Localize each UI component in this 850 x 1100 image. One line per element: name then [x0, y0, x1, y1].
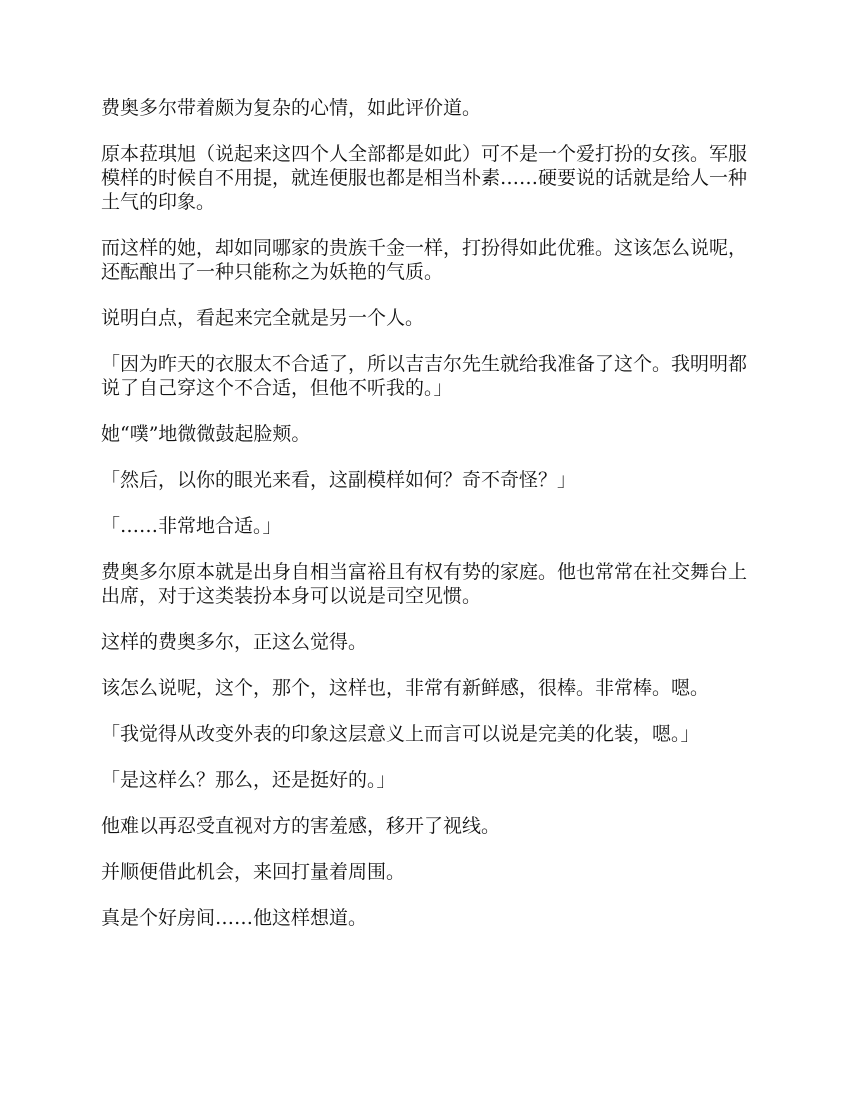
paragraph: 「我觉得从改变外表的印象这层意义上而言可以说是完美的化装，嗯。」	[101, 723, 700, 745]
paragraph: 说明白点，看起来完全就是另一个人。	[101, 307, 425, 329]
paragraph: 费奥多尔带着颇为复杂的心情，如此评价道。	[101, 97, 482, 119]
paragraph: 并顺便借此机会，来回打量着周围。	[101, 861, 406, 883]
paragraph: 原本菈琪旭（说起来这四个人全部都是如此）可不是一个爱打扮的女孩。军服模样的时候自不用提，就连便服也都是相当朴素……硬要说的话就是给人一种土气的印象。	[101, 143, 748, 213]
paragraph: 「……非常地合适。」	[101, 515, 282, 537]
paragraph: 该怎么说呢，这个，那个，这样也，非常有新鲜感，很棒。非常棒。嗯。	[101, 677, 710, 699]
paragraph: 而这样的她，却如同哪家的贵族千金一样，打扮得如此优雅。这该怎么说呢，还酝酿出了一种只能称之为妖艳的气质。	[101, 237, 748, 283]
paragraph: 费奥多尔原本就是出身自相当富裕且有权有势的家庭。他也常常在社交舞台上出席，对于这类装扮本身可以说是司空见惯。	[101, 561, 748, 607]
paragraph: 他难以再忍受直视对方的害羞感，移开了视线。	[101, 815, 501, 837]
text-body	[101, 96, 754, 930]
paragraph: 这样的费奥多尔，正这么觉得。	[101, 631, 368, 653]
paragraph: 「然后，以你的眼光来看，这副模样如何？奇不奇怪？」	[101, 469, 577, 491]
paragraph: 真是个好房间……他这样想道。	[101, 907, 368, 929]
paragraph: 「是这样么？那么，还是挺好的。」	[101, 769, 396, 791]
paragraph: 「因为昨天的衣服太不合适了，所以吉吉尔先生就给我准备了这个。我明明都说了自己穿这个不合适，但他不听我的。」	[101, 353, 748, 399]
paragraph: 她“噗”地微微鼓起脸颊。	[101, 423, 311, 445]
